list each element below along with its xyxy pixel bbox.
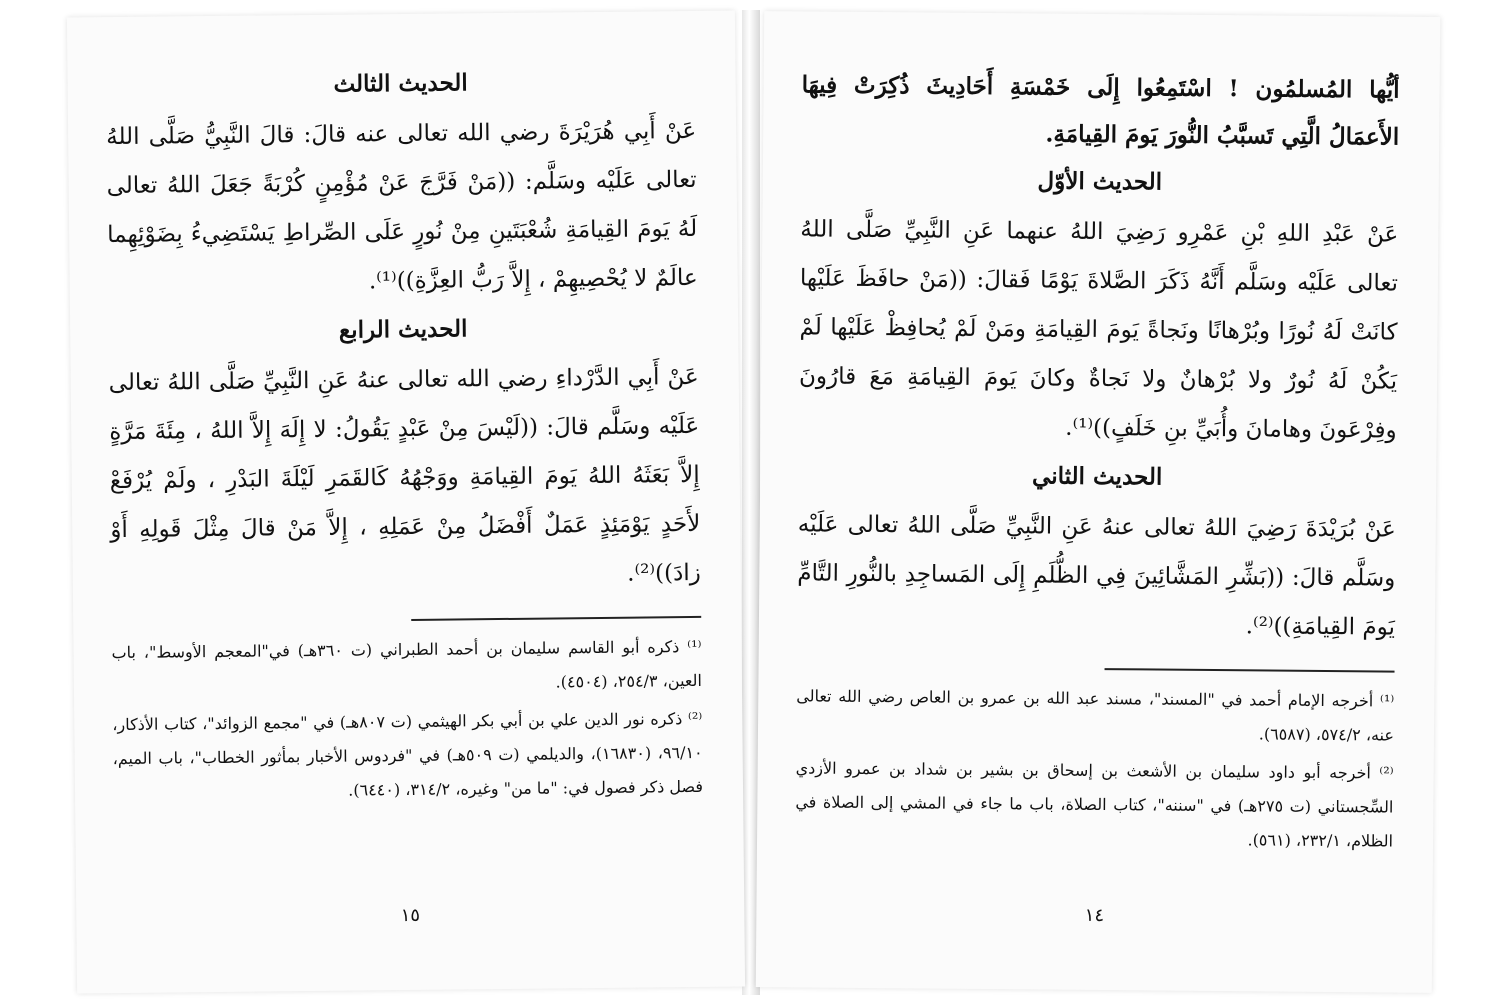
page-number: ١٤ (1084, 904, 1105, 927)
hadith-3-title: الحديث الثالث (333, 69, 468, 98)
footnote-divider (411, 616, 701, 621)
hadith-2-text: عَنْ بُرَيْدَةَ رَضِيَ اللهُ تعالى عنهُ عَنِ النَّبِيِّ صَلَّى اللهُ تعالى عَلَيْه وسَلَّم قالَ: ((بَشِّرِ المَشَّائِينَ فِي الظُّلَمِ إِلَى المَساجِدِ بالنُّورِ التَّامِّ يَومَ القِيامَةِ))⁽²⁾. (797, 511, 1396, 641)
hadith-1-title: الحديث الأوّل (1037, 167, 1163, 196)
left-page (67, 11, 745, 994)
hadith-4-title: الحديث الرابع (338, 315, 468, 344)
hadith-4-text: عَنْ أَبِي الدَّرْداءِ رضي الله تعالى عنهُ عَنِ النَّبِيِّ صَلَّى اللهُ تعالى عَلَيْه وسَلَّم قالَ: ((لَيْسَ مِنْ عَبْدٍ يَقُولُ: لا إِلَهَ إِلاَّ اللهُ ، مِئَةَ مَرَّةٍ إِلاَّ بَعَثَهُ اللهُ يَومَ القِيامَةِ ووَجْهُهُ كَالقَمَرِ لَيْلَةَ البَدْرِ ، ولَمْ يُرْفَعْ لأَحَدٍ يَوْمَئِذٍ عَمَلٌ أَفْضَلُ مِنْ عَمَلِهِ ، إِلاَّ مَنْ قالَ مِثْلَ قَولِهِ أَوْ زادَ))⁽²⁾. (108, 363, 701, 587)
left-page-content (105, 61, 703, 814)
footnote-2: ⁽²⁾ أخرجه أبو داود سليمان بن الأشعث بن إسحاق بن بشير بن شداد بن عمرو الأزدي السِّجستاني (ت ٢٧٥هـ) في "سننه"، كتاب الصلاة، باب ما جاء في المشي إلى الصلاة في الظلام، ٢٣٢/١، (٥٦١). (795, 758, 1394, 851)
page-number: ١٥ (400, 904, 421, 927)
footnote-divider (1105, 668, 1395, 673)
footnote-1: ⁽¹⁾ أخرجه الإمام أحمد في "المسند"، مسند عبد الله بن عمرو بن العاص رضي الله تعالى عنه، ٥٧٤/٢، (٦٥٨٧). (796, 686, 1395, 745)
hadith-1-text: عَنْ عَبْدِ اللهِ بْنِ عَمْرِو رَضِيَ اللهُ عنهما عَنِ النَّبِيِّ صَلَّى اللهُ تعالى عَلَيْه وسَلَّم أَنَّهُ ذَكَرَ الصَّلاةَ يَوْمًا فَقالَ: ((مَنْ حافَظَ عَلَيْها كانَتْ لَهُ نُورًا وبُرْهانًا ونَجاةً يَومَ القِيامَةِ ومَنْ لَمْ يُحافِظْ عَلَيْها لَمْ يَكُنْ لَهُ نُورٌ ولا بُرْهانٌ ولا نَجاةٌ وكانَ يَومَ القِيامَةِ مَعَ قارُونَ وفِرْعَونَ وهامانَ وأُبَيِّ بنِ خَلَفٍ))⁽¹⁾. (798, 216, 1399, 444)
right-page-content (795, 61, 1400, 862)
right-page (756, 11, 1440, 993)
footnote-2: ⁽²⁾ ذكره نور الدين علي بن أبي بكر الهيثمي (ت ٨٠٧هـ) في "مجمع الزوائد"، كتاب الأذكار، ٩٦/١٠، (١٦٨٣٠)، والديلمي (ت ٥٠٩هـ) في "فردوس الأخبار بمأثور الخطاب"، باب الميم، فصل ذكر فصول في: "ما من" وغيره، ٣١٤/٢، (٦٤٤٠). (112, 708, 704, 800)
footnote-1: ⁽¹⁾ ذكره أبو القاسم سليمان بن أحمد الطبراني (ت ٣٦٠هـ) في"المعجم الأوسط"، باب العين، ٢٥٤/٣، (٤٥٠٤). (111, 636, 702, 692)
hadith-2-title: الحديث الثاني (1031, 462, 1163, 491)
hadith-3-text: عَنْ أَبِي هُرَيْرَةَ رضي الله تعالى عنه قالَ: قالَ النَّبِيُّ صَلَّى اللهُ تعالى عَلَيْه وسَلَّم: ((مَنْ فَرَّجَ عَنْ مُؤْمِنٍ كُرْبَةً جَعَلَ اللهُ تعالى لَهُ يَومَ القِيامَةِ شُعْبَتَينِ مِنْ نُورٍ عَلَى الصِّراطِ يَسْتَضِيءُ بِضَوْئِهِما عالَمٌ لا يُحْصِيهِمْ ، إِلاَّ رَبُّ العِزَّةِ))⁽¹⁾. (106, 117, 698, 295)
intro-text: أيُّها المُسلمُون ! اسْتَمِعُوا إِلَى خَمْسَةِ أَحَادِيثَ ذُكِرَتْ فِيهَا الأَعمَالُ الَّتِي تَسبَّبُ النُّورَ يَومَ القِيامَةِ. (801, 71, 1400, 151)
